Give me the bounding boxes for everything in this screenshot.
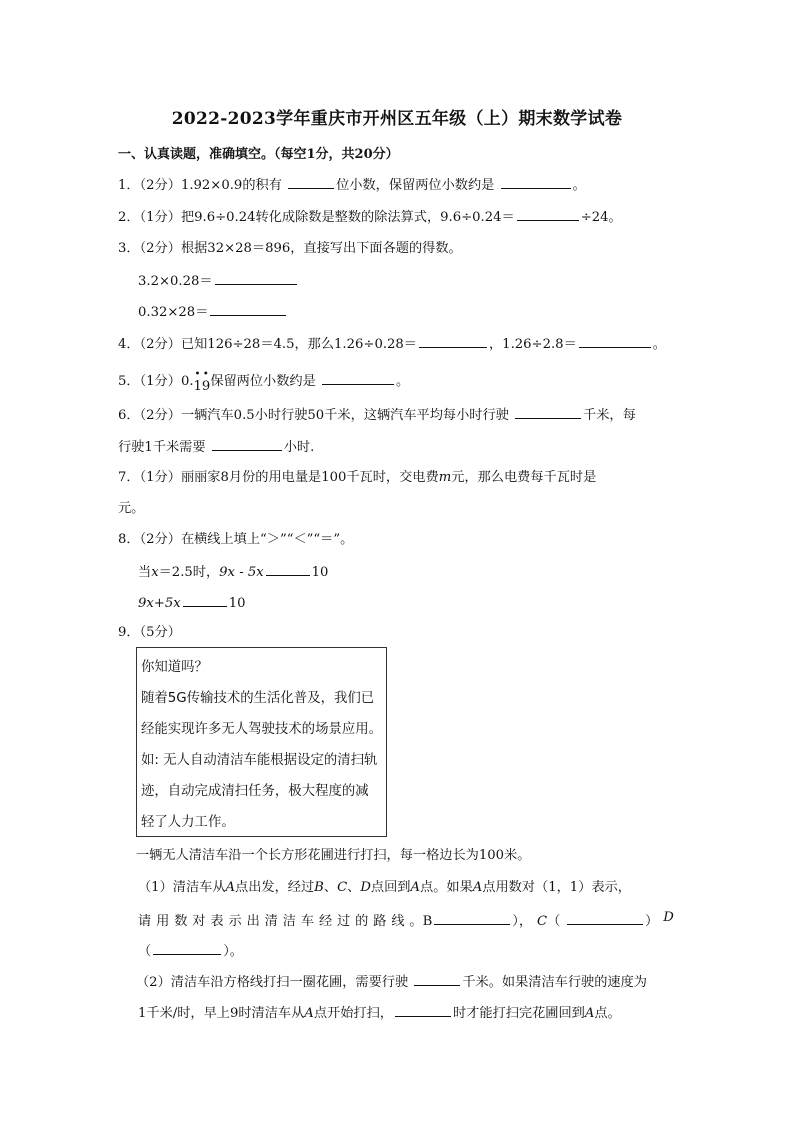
- question-score: （1分）: [139, 374, 181, 389]
- sub-text: ＝2.5时，: [158, 565, 220, 580]
- question-7-line-2: [118, 500, 144, 518]
- answer-blank[interactable]: [322, 372, 394, 385]
- question-number: 2．: [118, 210, 140, 225]
- question-9: [118, 624, 181, 642]
- question-9-part-2-line-2: 1千米/时，早上9时清洁车从A点开始打扫， 时才能打扫完花圃回到A点。: [138, 1006, 621, 1021]
- answer-blank[interactable]: [515, 406, 581, 419]
- answer-blank[interactable]: [266, 563, 310, 576]
- question-text: 根据32×28＝896，直接写出下面各题的得数。: [180, 241, 462, 256]
- question-8-sub-1: [138, 563, 328, 582]
- question-text: ，1.26÷2.8＝: [489, 337, 577, 352]
- repeating-digit: • 9: [201, 369, 211, 394]
- question-6: [118, 406, 636, 425]
- info-box-line: 如: 无人自动清洁车能根据设定的清扫轨: [141, 753, 378, 768]
- question-number: 5．: [118, 374, 140, 389]
- repeat-dot-icon: •: [194, 369, 201, 380]
- variable: m: [438, 470, 452, 485]
- question-number: 3．: [118, 241, 140, 256]
- question-text: 在横线上填上“＞”“＜”“＝”。: [180, 532, 354, 547]
- answer-blank[interactable]: [288, 176, 334, 189]
- info-box-line: 随着5G传输技术的生活化普及，我们已: [141, 691, 375, 706]
- question-2: [118, 208, 622, 227]
- sub-text: 10: [311, 565, 329, 580]
- info-box-line: 迹，自动完成清扫任务，极大程度的减: [141, 784, 369, 799]
- question-number: 1．: [118, 178, 140, 193]
- question-8: [118, 531, 353, 549]
- question-text: 。: [572, 178, 586, 193]
- question-text: 丽丽家8月份的用电量是100千瓦时，交电费: [180, 470, 439, 485]
- sub-expression: 3.2×0.28＝: [138, 274, 213, 289]
- question-text: ÷24。: [580, 210, 622, 225]
- question-9-part-1-line-3: （ ）。: [138, 944, 243, 959]
- question-1: [118, 176, 586, 195]
- info-box-line: 你知道吗？: [141, 660, 208, 675]
- info-box: [136, 647, 387, 837]
- question-score: （2分）: [139, 241, 181, 256]
- question-text: 行驶1千米需要: [118, 440, 210, 455]
- decimal-prefix: 0.: [180, 374, 194, 389]
- question-3: [118, 240, 462, 258]
- question-text: 一辆汽车0.5小时行驶50千米，这辆汽车平均每小时行驶: [180, 408, 514, 423]
- answer-blank[interactable]: [419, 335, 487, 348]
- question-5: [118, 369, 410, 394]
- question-text: 小时.: [283, 440, 315, 455]
- variable: x: [151, 565, 159, 580]
- answer-blank[interactable]: [183, 594, 227, 607]
- question-text: 已知126÷28＝4.5，那么1.26÷0.28＝: [180, 337, 417, 352]
- question-number: 8．: [118, 532, 140, 547]
- answer-blank[interactable]: [501, 176, 571, 189]
- question-9-part-2: （2）清洁车沿方格线打扫一圈花圃，需要行驶 千米。如果清洁车行驶的速度为: [136, 975, 647, 990]
- question-score: （1分）: [139, 470, 181, 485]
- answer-blank[interactable]: [395, 1004, 451, 1017]
- question-text: 千米，每: [583, 408, 636, 423]
- answer-blank[interactable]: [414, 973, 460, 986]
- sub-expression: 0.32×28＝: [138, 305, 209, 320]
- question-score: （2分）: [139, 532, 181, 547]
- question-text: 1.92×0.9的积有: [180, 178, 287, 193]
- answer-blank[interactable]: [153, 942, 221, 955]
- question-text: 保留两位小数约是: [210, 374, 321, 389]
- answer-blank[interactable]: [434, 912, 510, 925]
- sub-expression: 9x - 5x: [219, 565, 264, 580]
- question-text: 。: [652, 337, 666, 352]
- answer-blank[interactable]: [210, 303, 286, 316]
- answer-blank[interactable]: [517, 208, 579, 221]
- question-number: 6．: [118, 408, 140, 423]
- page-title: 2022-2023学年重庆市开州区五年级（上）期末数学试卷: [171, 109, 623, 129]
- question-3-sub-1: [138, 272, 299, 291]
- question-8-sub-2: [138, 594, 246, 613]
- sub-text: 当: [138, 565, 152, 580]
- info-box-line: 轻了人力工作。: [141, 815, 235, 830]
- question-text: 位小数，保留两位小数约是: [336, 178, 499, 193]
- answer-blank[interactable]: [212, 438, 282, 451]
- question-text: 。: [396, 374, 410, 389]
- question-score: （2分）: [139, 337, 181, 352]
- question-3-sub-2: [138, 303, 288, 322]
- question-score: （1分）: [139, 210, 181, 225]
- sub-expression: 9x+5x: [138, 596, 181, 611]
- question-number: 9．: [118, 625, 140, 640]
- question-score: （5分）: [139, 625, 181, 640]
- repeating-digit: • 1: [193, 369, 202, 394]
- answer-blank[interactable]: [215, 272, 297, 285]
- answer-blank[interactable]: [567, 912, 643, 925]
- sub-text: 10: [228, 596, 246, 611]
- question-9-intro: 一辆无人清洁车沿一个长方形花圃进行打扫，每一格边长为100米。: [136, 848, 531, 863]
- question-number: 7．: [118, 470, 140, 485]
- question-6-line-2: [118, 438, 314, 457]
- question-text: 元。: [118, 501, 145, 516]
- answer-blank[interactable]: [579, 335, 651, 348]
- question-9-part-1-line-2: 请 用 数 对 表 示 出 清 洁 车 经 过 的 路 线 。B ）， C（ ） D: [138, 910, 674, 929]
- question-7: [118, 469, 596, 487]
- question-4: [118, 335, 666, 354]
- question-number: 4．: [118, 337, 140, 352]
- info-box-line: 经能实现许多无人驾驶技术的场景应用。: [141, 722, 383, 737]
- question-score: （2分）: [139, 178, 181, 193]
- question-text: 把9.6÷0.24转化成除数是整数的除法算式，9.6÷0.24＝: [180, 210, 515, 225]
- repeat-dot-icon: •: [202, 369, 209, 380]
- section-heading: 一、认真读题，准确填空。（每空1分，共20分）: [118, 147, 399, 162]
- question-9-part-1: （1）清洁车从A点出发，经过B、C、D点回到A点。如果A点用数对（1，1）表示，: [138, 880, 631, 895]
- question-text: 元，那么电费每千瓦时是: [451, 470, 597, 485]
- question-score: （2分）: [139, 408, 181, 423]
